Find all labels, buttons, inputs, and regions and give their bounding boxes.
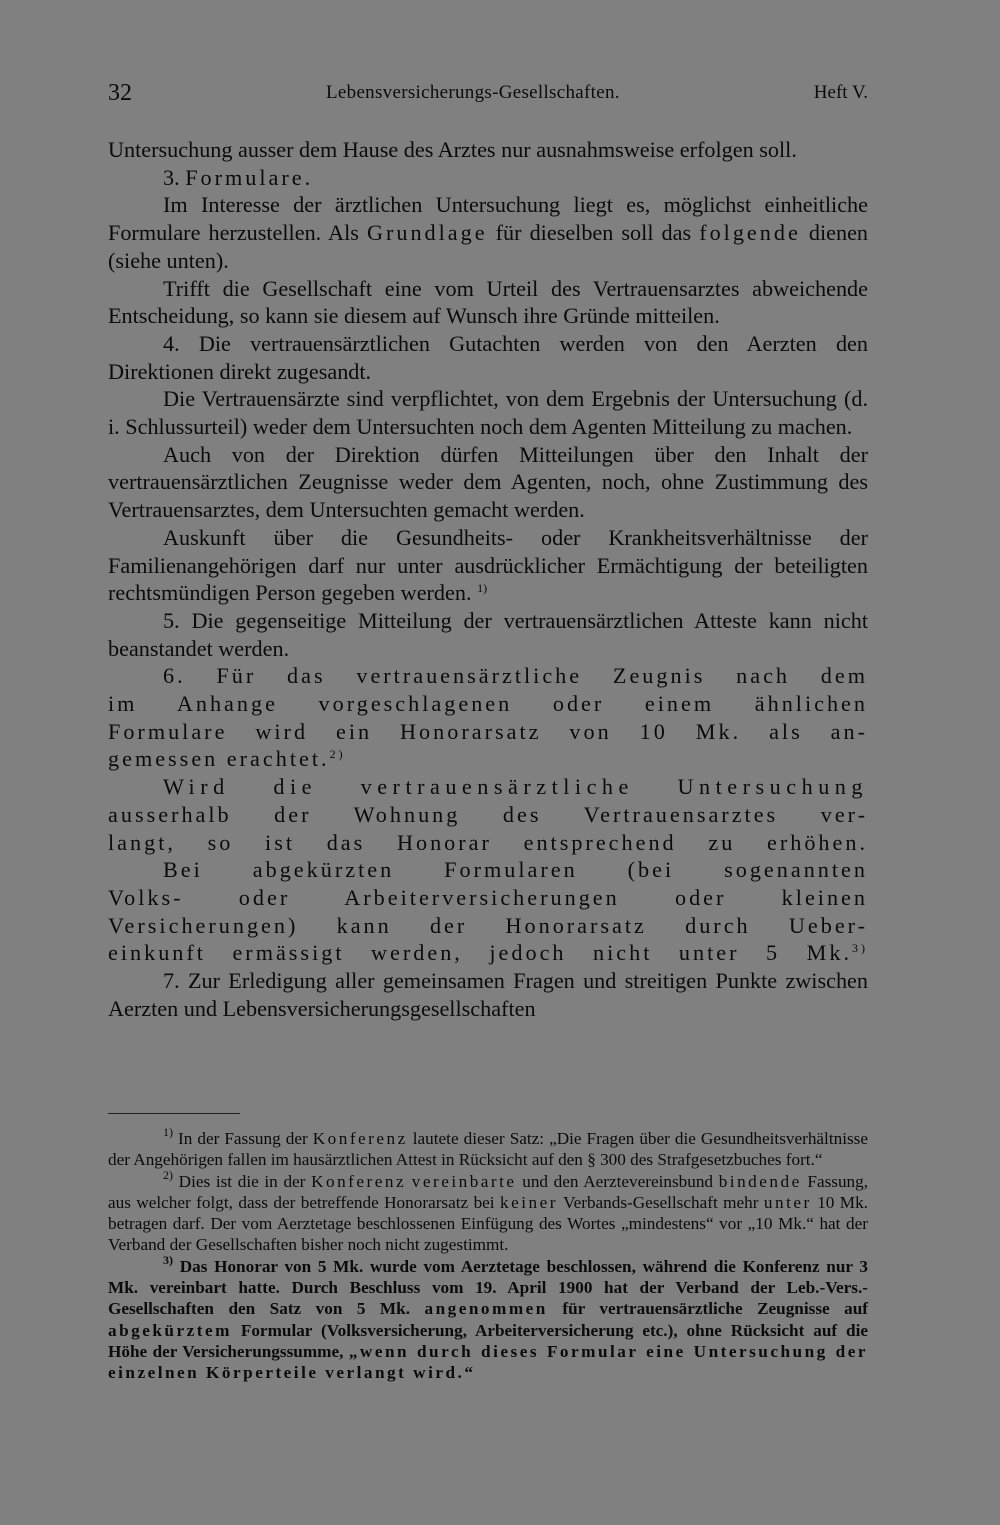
footnotes — [108, 1125, 869, 1384]
paragraph: Untersuchung ausser dem Hause des Arztes nur ausnahmsweise erfolgen soll. — [108, 137, 797, 162]
text-line: langt, so ist das Honorar entsprechend zu erhöhen. — [108, 829, 868, 855]
footnote-ref: 3) — [852, 941, 868, 956]
text-line: im Anhange vorgeschlagenen oder einem ähnlichen — [108, 691, 868, 717]
text-line: gemessen erachtet.$^{2)}$ — [108, 746, 346, 772]
text-line: Volks- oder Arbeiterversicherungen oder kleinen — [108, 884, 868, 910]
page-header — [108, 78, 868, 108]
footnote-2: $^{2)}$ Dies ist die in der Konferenz vereinbarte und den Aerztevereinsbund bindende Fassung, aus welcher folgt, dass der betreffende Honorarsatz bei keiner Verbands-Gesellschaft mehr unter 10 Mk. betragen darf. Der vom Aerztetage beschlossenen Einfügung des Wortes „mindestens“ vor „10 Mk.“ hat der Verband der Gesellschaften bisher noch nicht zugestimmt. — [108, 1167, 869, 1255]
text-line: Formulare wird ein Honorarsatz von 10 Mk. als an- — [108, 718, 868, 744]
running-title: Lebensversicherungs-Gesellschaften. — [326, 82, 620, 103]
section-7: 7. Zur Erledigung aller gemeinsamen Fragen und streitigen Punkte zwischen Aerzten und Lebensversicherungsgesellschaften — [108, 968, 868, 1021]
text-line: Versicherungen) kann der Honorarsatz durch Ueber- — [108, 912, 868, 938]
paragraph: Auskunft über die Gesundheits- oder Krankheitsverhältnisse der Familienangehörigen darf nur unter ausdrücklicher Ermächtigung der beteiligten rechtsmündigen Person gegeben werden. $^{1)}$ — [108, 524, 868, 606]
footnote-ref: 2) — [329, 747, 346, 762]
text-line: Wird die vertrauensärztliche Untersuchung — [163, 774, 868, 800]
paragraph: Auch von der Direktion dürfen Mitteilungen über den Inhalt der vertrauensärztlichen Zeugnisse weder dem Agenten, noch, ohne Zustimmung des Vertrauensarztes, dem Untersuchten gemacht werden. — [108, 441, 868, 523]
paragraph — [108, 773, 868, 856]
text-line: einkunft ermässigt werden, jedoch nicht unter 5 Mk.$^{3)}$ — [108, 940, 868, 966]
footnote-3: $^{3)}$ Das Honorar von 5 Mk. wurde vom Aerztetage beschlossen, während die Konferenz nur 3 Mk. vereinbart hatte. Durch Beschluss vom 19. April 1900 hat der Verband der Leb.-Vers.-Gesellschaften den Satz von 5 Mk. angenommen für vertrauensärztliche Zeugnisse auf abgekürztem Formular (Volksversicherung, Arbeiterversicherung etc.), ohne Rücksicht auf die Höhe der Versicherungssumme, „wenn durch dieses Formular eine Untersuchung der einzelnen Körperteile verlangt wird.“ — [108, 1252, 869, 1383]
main-text — [108, 136, 868, 1023]
paragraph: Im Interesse der ärztlichen Untersuchung liegt es, möglichst einheitliche Formulare herzustellen. Als Grundlage für dieselben soll das folgende dienen (siehe unten). — [108, 192, 869, 273]
paragraph: Die Vertrauensärzte sind verpflichtet, von dem Ergebnis der Untersuchung (d. i. Schlussurteil) weder dem Untersuchten noch dem Agenten Mitteilung zu machen. — [108, 386, 868, 440]
section-5: 5. Die gegenseitige Mitteilung der vertrauensärztlichen Atteste kann nicht beanstandet werden. — [108, 607, 868, 661]
text-line: ausserhalb der Wohnung des Vertrauensarztes ver- — [108, 801, 868, 827]
section-6 — [108, 662, 868, 773]
footnote-1: $^{1)}$ In der Fassung der Konferenz lautete dieser Satz: „Die Fragen über die Gesundheitsverhältnisse der Angehörigen fallen im hausärztlichen Attest in Rücksicht auf den § 300 des Strafgesetzbuches fort.“ — [108, 1125, 868, 1170]
paragraph — [108, 856, 868, 967]
issue-label: Heft V. — [813, 82, 868, 103]
footnote-ref: 1) — [477, 581, 488, 596]
section-4: 4. Die vertrauensärztlichen Gutachten werden von den Aerzten den Direktionen direkt zugesandt. — [108, 330, 868, 384]
section-heading-3: 3. Formulare. — [163, 164, 314, 190]
text-line: Bei abgekürzten Formularen (bei sogenannten — [163, 857, 868, 883]
page-number: 32 — [108, 80, 132, 106]
paragraph: Trifft die Gesellschaft eine vom Urteil des Vertrauensarztes abweichende Entscheidung, so kann sie diesem auf Wunsch ihre Gründe mitteilen. — [108, 275, 868, 329]
footnote-divider — [108, 1113, 240, 1114]
text-line: 6. Für das vertrauensärztliche Zeugnis nach dem — [163, 663, 868, 689]
